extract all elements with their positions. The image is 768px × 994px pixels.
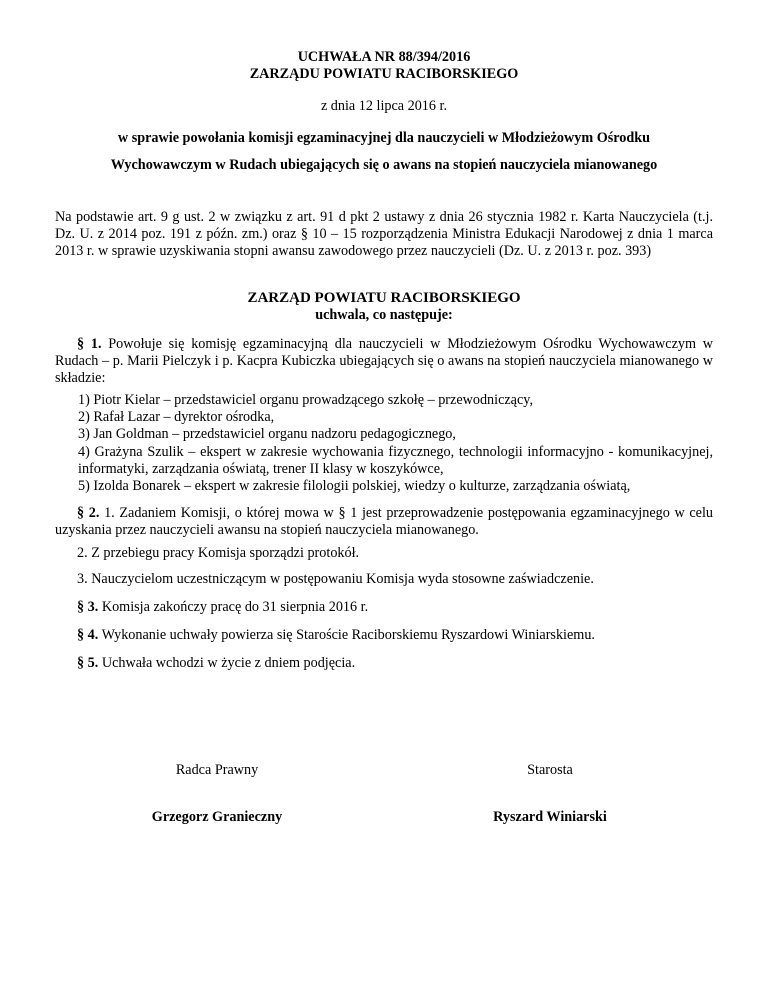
resolution-subject-line1: w sprawie powołania komisji egzaminacyjnej dla nauczycieli w Młodzieżowym Ośrodku	[117, 130, 651, 146]
section-1	[55, 336, 713, 388]
section-3-text: Komisja zakończy pracę do 31 sierpnia 2016 r.	[101, 599, 369, 615]
committee-members-list	[78, 392, 713, 495]
member-item: 1) Piotr Kielar – przedstawiciel organu prowadzącego szkołę – przewodniczący,	[78, 392, 533, 408]
resolution-date: z dnia 12 lipca 2016 r.	[320, 98, 448, 114]
signature-left-name: Grzegorz Granieczny	[151, 809, 283, 825]
section-5	[77, 655, 355, 672]
section-1-text: Powołuje się komisję egzaminacyjną dla nauczycieli w Młodzieżowym Ośrodku Wychowawczym w Rudach – p. Marii Pielczyk i p. Kacpra Kubiczka ubiegających się o awans na stopień nauczyciela mianowanego w składzie:	[55, 336, 714, 387]
member-item: 5) Izolda Bonarek – ekspert w zakresie filologii polskiej, wiedzy o kulturze, zarządzania oświatą,	[78, 478, 631, 495]
resolution-title: UCHWAŁA NR 88/394/2016	[297, 49, 471, 65]
resolution-subject-line2: Wychowawczym w Rudach ubiegających się o awans na stopień nauczyciela mianowanego	[110, 157, 658, 173]
section-4-mark: § 4.	[77, 627, 99, 643]
section-2-point-3: 3. Nauczycielom uczestniczącym w postępowaniu Komisja wyda stosowne zaświadczenie.	[77, 571, 594, 587]
signature-right-name: Ryszard Winiarski	[493, 809, 607, 825]
member-item: 3) Jan Goldman – przedstawiciel organu nadzoru pedagogicznego,	[78, 426, 456, 443]
member-item: 4) Grażyna Szulik – ekspert w zakresie wychowania fizycznego, technologii informacyjno - komunikacyjnej, informatyki, zarządzania oświatą, trener II klasy w koszykówce,	[78, 443, 713, 477]
section-3-mark: § 3.	[77, 599, 99, 615]
section-5-mark: § 5.	[77, 655, 99, 671]
resolution-issuer: ZARZĄDU POWIATU RACIBORSKIEGO	[249, 66, 519, 82]
section-1-mark: § 1.	[77, 336, 102, 352]
section-2-point-2: 2. Z przebiegu pracy Komisja sporządzi protokół.	[77, 545, 360, 561]
signature-right-role: Starosta	[527, 762, 573, 778]
signature-left-role: Radca Prawny	[175, 762, 259, 778]
section-4	[77, 627, 595, 644]
section-3	[77, 599, 368, 616]
section-2-point-1: 1. Zadaniem Komisji, o której mowa w § 1 jest przeprowadzenie postępowania egzaminacyjnego w celu uzyskania przez nauczycieli awansu na stopień nauczyciela mianowanego.	[55, 505, 714, 539]
section-2	[55, 505, 713, 539]
legal-basis: Na podstawie art. 9 g ust. 2 w związku z art. 91 d pkt 2 ustawy z dnia 26 stycznia 1982 r. Karta Nauczyciela (t.j. Dz. U. z 2014 poz. 191 z późn. zm.) oraz § 10 – 15 rozporządzenia Ministra Edukacji Narodowej z dnia 1 marca 2013 r. w sprawie uzyskiwania stopni awansu zawodowego przez nauczycieli (Dz. U. z 2013 r. poz. 393)	[55, 209, 713, 260]
member-item: 2) Rafał Lazar – dyrektor ośrodka,	[78, 409, 275, 426]
section-4-text: Wykonanie uchwały powierza się Staroście Raciborskiemu Ryszardowi Winiarskiemu.	[101, 627, 595, 643]
board-name: ZARZĄD POWIATU RACIBORSKIEGO	[247, 290, 521, 306]
board-decides: uchwala, co następuje:	[315, 307, 453, 323]
section-2-mark: § 2.	[77, 505, 100, 521]
section-5-text: Uchwała wchodzi w życie z dniem podjęcia.	[101, 655, 356, 671]
